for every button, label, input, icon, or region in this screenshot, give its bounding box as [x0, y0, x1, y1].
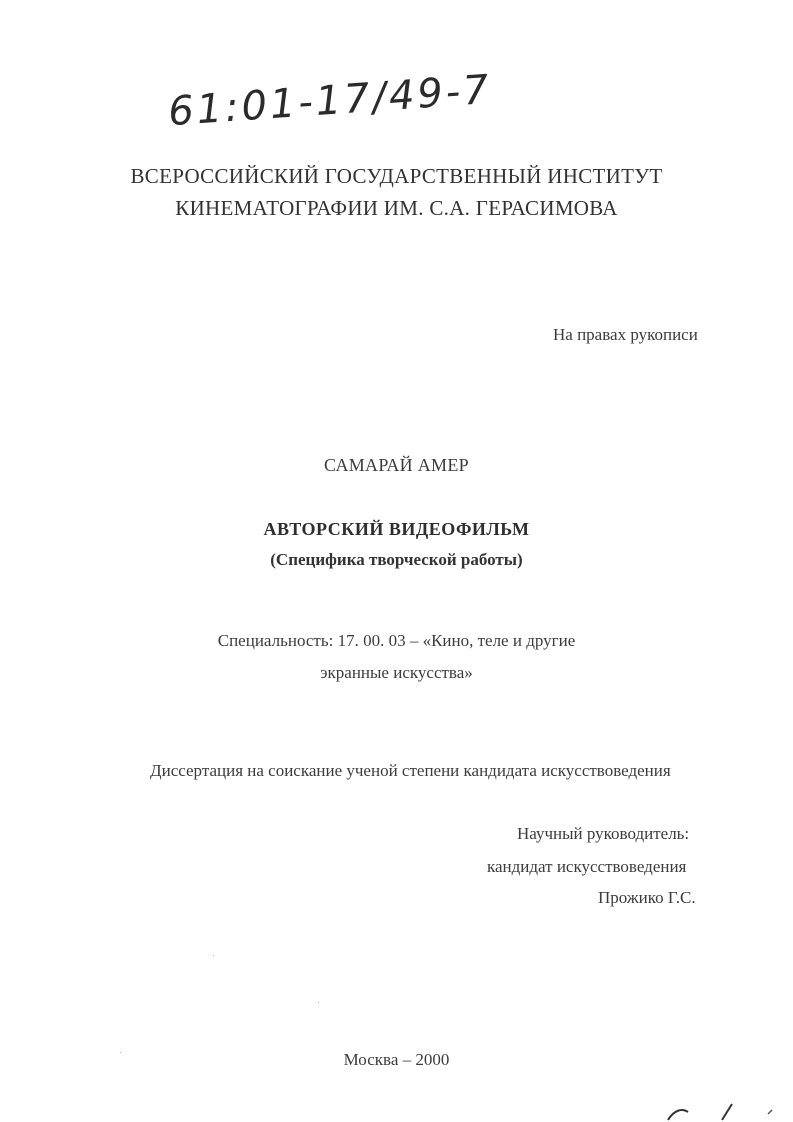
- specialty-line1: Специальность: 17. 00. 03 – «Кино, теле и другие: [217, 631, 576, 650]
- handwritten-corner-mark: [660, 1100, 780, 1122]
- author-name: САМАРАЙ АМЕР: [324, 455, 469, 475]
- supervisor-name: Прожико Г.С.: [598, 888, 696, 907]
- supervisor-label: Научный руководитель:: [517, 824, 690, 843]
- scan-speck: [318, 1002, 319, 1003]
- thesis-subtitle: (Специфика творческой работы): [270, 550, 523, 569]
- handwritten-catalog-number: 61:01-17/49-7: [166, 66, 494, 136]
- thesis-title: АВТОРСКИЙ ВИДЕОФИЛЬМ: [263, 519, 530, 539]
- degree-statement: Диссертация на соискание ученой степени кандидата искусствоведения: [150, 761, 671, 780]
- institution-name-line1: ВСЕРОССИЙСКИЙ ГОСУДАРСТВЕННЫЙ ИНСТИТУТ: [130, 164, 663, 188]
- institution-name-line2: КИНЕМАТОГРАФИИ ИМ. С.А. ГЕРАСИМОВА: [175, 196, 618, 220]
- scan-speck: [213, 955, 214, 956]
- city-year: Москва – 2000: [343, 1050, 450, 1069]
- specialty-line2: экранные искусства»: [320, 663, 473, 682]
- supervisor-degree: кандидат искусствоведения: [487, 857, 687, 876]
- manuscript-rights-note: На правах рукописи: [553, 325, 698, 344]
- scan-speck: [120, 1052, 121, 1053]
